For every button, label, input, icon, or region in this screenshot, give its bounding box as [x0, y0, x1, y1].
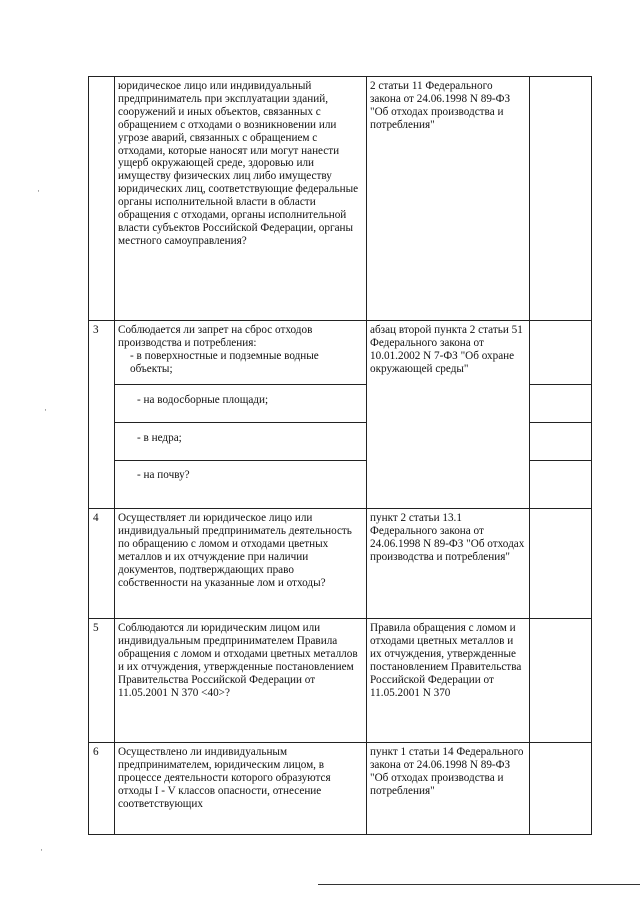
answer-cell[interactable]: [530, 509, 592, 619]
answer-cell[interactable]: [530, 743, 592, 835]
question-subitem: - в поверхностные и подземные водные объекты;: [130, 349, 319, 375]
scan-mark: ·: [37, 186, 40, 196]
scan-mark: ·: [44, 405, 47, 415]
question-cell: Осуществлено ли индивидуальным предпринимателем, юридическим лицом, в процессе деятельности которого образуются отходы I - V классов опасности, отнесение соответствующих: [115, 743, 367, 835]
reference-cell: 2 статьи 11 Федерального закона от 24.06.1998 N 89-ФЗ "Об отходах производства и потребления": [367, 77, 530, 321]
table-row: [89, 77, 592, 321]
question-subitem: - в недра;: [115, 423, 367, 461]
scan-mark: ·: [40, 845, 43, 855]
row-number: [89, 77, 115, 321]
bottom-rule: [318, 884, 640, 885]
question-cell: Осуществляет ли юридическое лицо или индивидуальный предприниматель деятельность по обращению с ломом и отходами цветных металлов и их отчуждение при наличии документов, подтверждающих право собственности на указанные лом и отходы?: [115, 509, 367, 619]
row-number: 6: [89, 743, 115, 835]
table-row: [89, 509, 592, 619]
reference-cell: абзац второй пункта 2 статьи 51 Федерального закона от 10.01.2002 N 7-ФЗ "Об охране окружающей среды": [367, 321, 530, 509]
row-number: 5: [89, 619, 115, 743]
answer-cell[interactable]: [530, 385, 592, 423]
question-subitem: - на почву?: [115, 461, 367, 509]
question-cell: юридическое лицо или индивидуальный предприниматель при эксплуатации зданий, сооружений и иных объектов, связанных с обращением с отходами о возникновении или угрозе аварий, связанных с обращением с отходами, которые наносят или могут нанести ущерб окружающей среде, здоровью или имуществу физических лиц либо имуществу юридических лиц, соответствующие федеральные органы исполнительной власти в области обращения с отходами, органы исполнительной власти субъектов Российской Федерации, органы местного самоуправления?: [115, 77, 367, 321]
reference-cell: пункт 2 статьи 13.1 Федерального закона от 24.06.1998 N 89-ФЗ "Об отходах производства и потребления": [367, 509, 530, 619]
row-number: 4: [89, 509, 115, 619]
reference-cell: Правила обращения с ломом и отходами цветных металлов и их отчуждения, утвержденные постановлением Правительства Российской Федерации от 11.05.2001 N 370: [367, 619, 530, 743]
table-row: [89, 743, 592, 835]
question-subitem: - на водосборные площади;: [115, 385, 367, 423]
checklist-table: [88, 76, 592, 835]
question-cell: Соблюдаются ли юридическим лицом или индивидуальным предпринимателем Правила обращения с ломом и отходами цветных металлов и их отчуждения, утвержденные постановлением Правительства Российской Федерации от 11.05.2001 N 370 <40>?: [115, 619, 367, 743]
question-text: Соблюдается ли запрет на сброс отходов производства и потребления:: [118, 324, 313, 349]
reference-cell: пункт 1 статьи 14 Федерального закона от 24.06.1998 N 89-ФЗ "Об отходах производства и потребления": [367, 743, 530, 835]
answer-cell[interactable]: [530, 77, 592, 321]
answer-cell[interactable]: [530, 423, 592, 461]
answer-cell[interactable]: [530, 321, 592, 385]
answer-cell[interactable]: [530, 619, 592, 743]
answer-cell[interactable]: [530, 461, 592, 509]
row-number: 3: [89, 321, 115, 509]
question-cell: [115, 321, 367, 385]
table-row: [89, 619, 592, 743]
table-row: [89, 321, 592, 385]
